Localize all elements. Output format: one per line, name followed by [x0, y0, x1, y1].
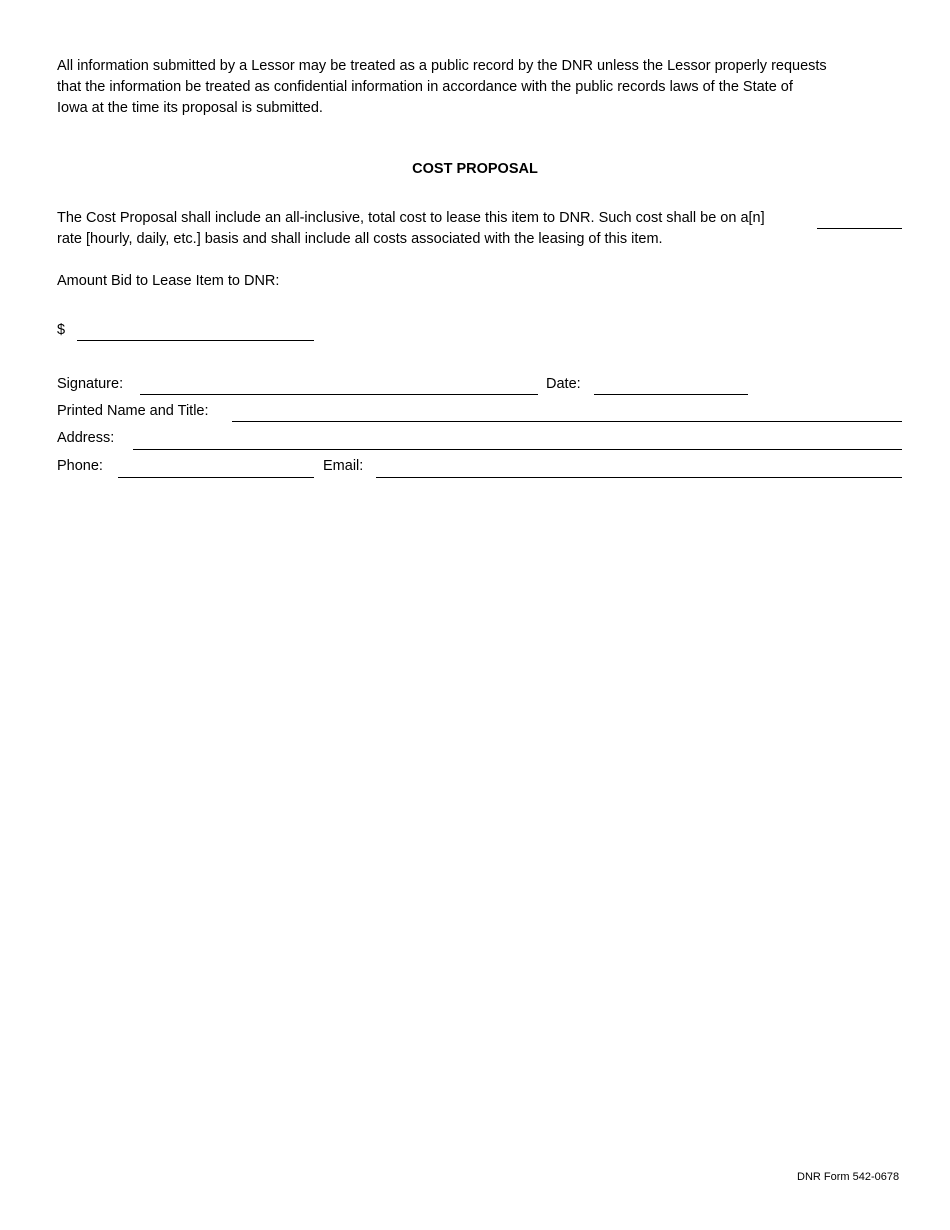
address-label: Address: — [57, 430, 115, 446]
notice-line-3: Iowa at the time its proposal is submitted. — [57, 100, 323, 116]
amount-bid-label: Amount Bid to Lease Item to DNR: — [57, 273, 280, 289]
form-number: DNR Form 542-0678 — [797, 1171, 900, 1183]
cost-proposal-text — [57, 208, 897, 250]
signature-field[interactable] — [140, 394, 538, 395]
phone-label: Phone: — [57, 458, 103, 474]
cost-text-line-2: rate [hourly, daily, etc.] basis and shall include all costs associated with the leasing of this item. — [57, 231, 663, 247]
date-field[interactable] — [594, 394, 748, 395]
public-record-notice — [57, 56, 897, 119]
currency-symbol: $ — [57, 322, 66, 338]
rate-type-blank[interactable] — [817, 228, 902, 229]
address-field[interactable] — [133, 449, 902, 450]
notice-line-2: that the information be treated as confidential information in accordance with the public records laws of the State of — [57, 79, 793, 95]
cost-proposal-heading: COST PROPOSAL — [412, 161, 538, 177]
signature-label: Signature: — [57, 376, 124, 392]
printed-name-field[interactable] — [232, 421, 902, 422]
phone-field[interactable] — [118, 477, 314, 478]
cost-text-line-1: The Cost Proposal shall include an all-inclusive, total cost to lease this item to DNR. Such cost shall be on a[n] — [57, 210, 765, 226]
printed-name-label: Printed Name and Title: — [57, 403, 209, 419]
email-label: Email: — [323, 458, 364, 474]
date-label: Date: — [546, 376, 581, 392]
notice-line-1: All information submitted by a Lessor may be treated as a public record by the DNR unless the Lessor properly requests — [57, 58, 827, 74]
email-field[interactable] — [376, 477, 902, 478]
amount-bid-field[interactable] — [77, 340, 314, 341]
